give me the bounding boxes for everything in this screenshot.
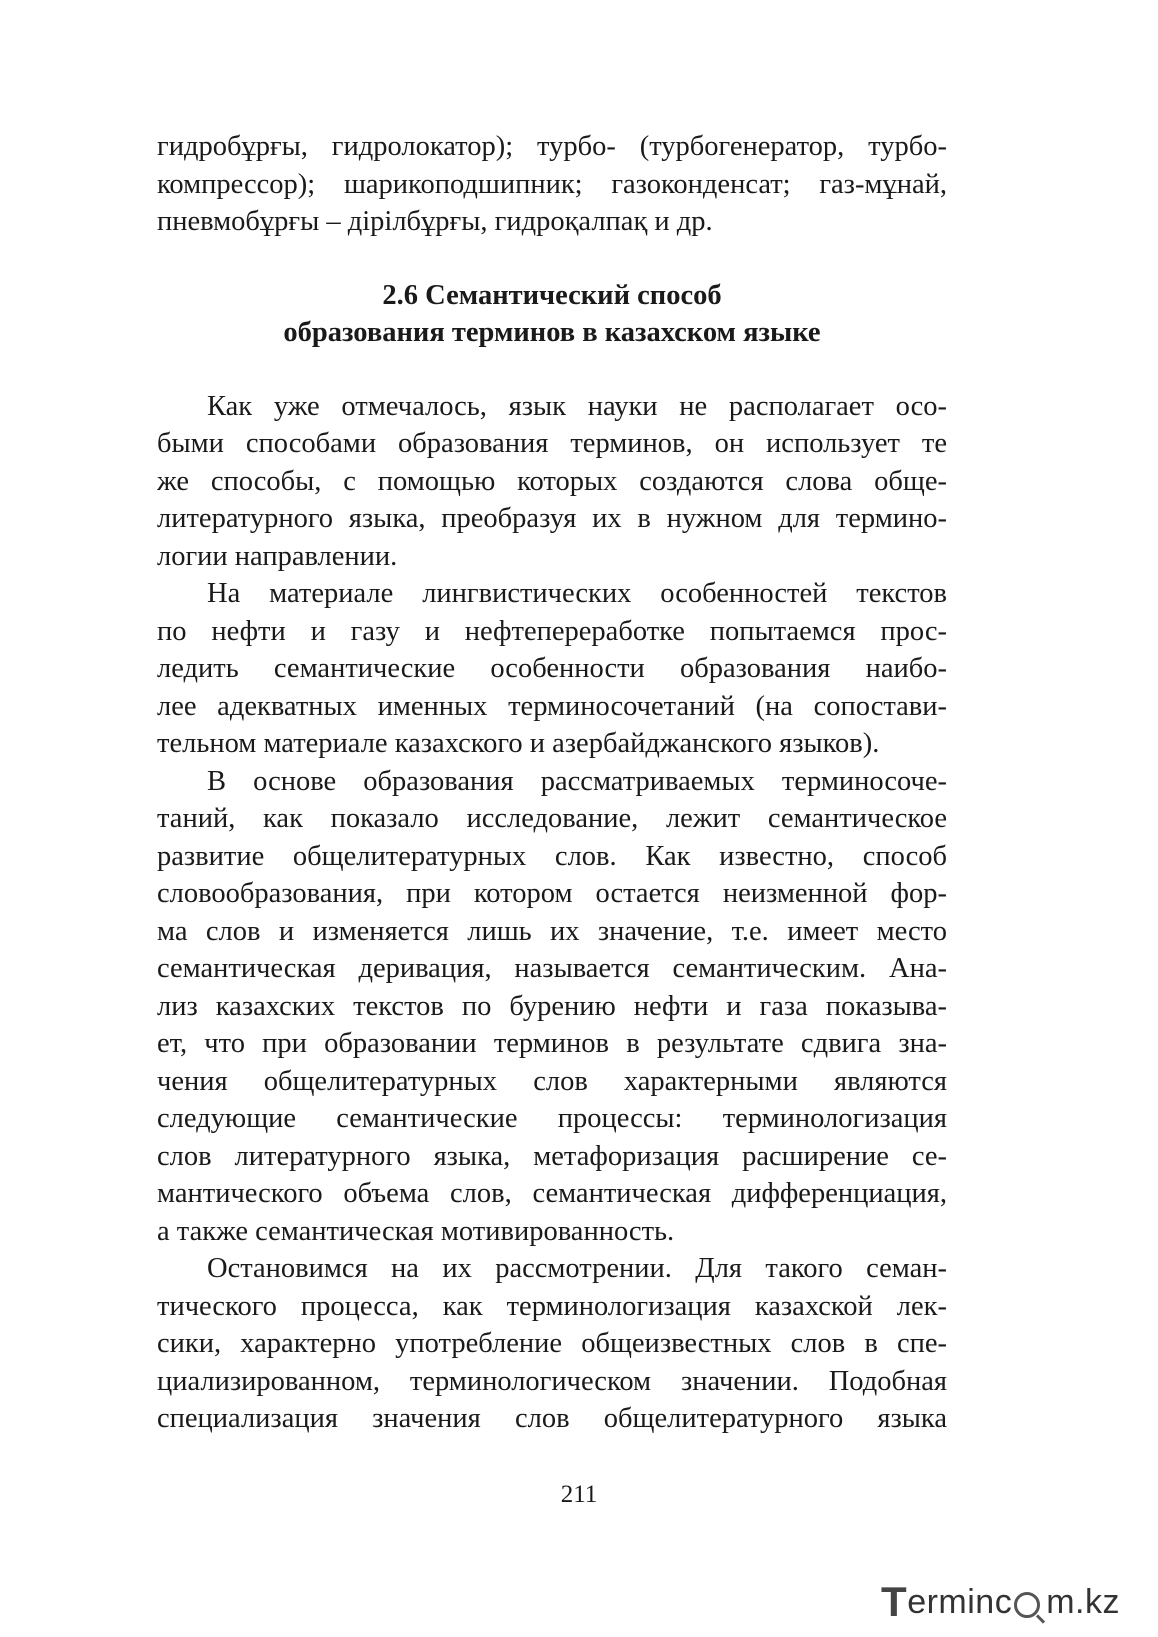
paragraph-1 [157, 388, 947, 576]
text-line: пневмобұрғы – дiрiлбұрғы, гидроқалпақ и др. [157, 206, 713, 237]
text-line: ет, что при образовании терминов в результате сдвига зна- [157, 1028, 947, 1059]
text-line: В основе образования рассматриваемых терминосоче- [207, 765, 947, 797]
text-line: тельном материале казахского и азербайджанского языков). [157, 728, 880, 759]
paragraph-4 [157, 1250, 947, 1438]
section-heading-line-2: образования терминов в казахском языке [283, 317, 821, 348]
site-watermark-logo [881, 1580, 1120, 1624]
page-number: 211 [560, 1481, 598, 1508]
text-line: Как уже отмечалось, язык науки не располагает осо- [207, 390, 947, 422]
text-line: таний, как показало исследование, лежит семантическое [157, 803, 947, 834]
text-line: Остановимся на их рассмотрении. Для такого семан- [207, 1253, 947, 1284]
section-heading [157, 277, 947, 352]
text-line: гидробұрғы, гидролокатор); турбо- (турбогенератор, турбо- [157, 131, 947, 162]
text-line: На материале лингвистических особенностей текстов [207, 578, 947, 609]
text-line: быми способами образования терминов, он использует те [157, 428, 947, 459]
text-line: лее адекватных именных терминосочетаний (на сопостави- [157, 690, 947, 722]
text-line: ледить семантические особенности образования наибо- [157, 653, 947, 684]
text-line: а также семантическая мотивированность. [157, 1215, 675, 1247]
magnifier-icon [1014, 1592, 1040, 1618]
paragraph-3 [157, 763, 947, 1251]
page-content [157, 128, 947, 1438]
text-line: развитие общелитературных слов. Как известно, способ [157, 840, 947, 872]
watermark-initial: T [881, 1578, 908, 1625]
watermark-text-start: erminc [907, 1582, 1013, 1621]
text-line: чения общелитературных слов характерными являются [157, 1065, 947, 1097]
text-line: семантическая деривация, называется семантическим. Ана- [157, 953, 947, 984]
text-line: тического процесса, как терминологизация казахской лек- [157, 1290, 947, 1322]
text-line: по нефти и газу и нефтепереработке попытаемся прос- [157, 615, 947, 647]
text-line: мантического объема слов, семантическая дифференциация, [157, 1178, 947, 1209]
section-heading-line-1: 2.6 Семантический способ [382, 279, 722, 311]
text-line: специализация значения слов общелитературного языка [157, 1403, 947, 1434]
text-line: циализированном, терминологическом значении. Подобная [157, 1365, 947, 1397]
watermark-text-end: m.kz [1046, 1582, 1120, 1621]
text-line: сики, характерно употребление общеизвестных слов в спе- [157, 1328, 947, 1359]
text-line: слов литературного языка, метафоризация расширение се- [157, 1140, 947, 1172]
text-line: лиз казахских текстов по бурению нефти и газа показыва- [157, 990, 947, 1022]
text-line: ма слов и изменяется лишь их значение, т.е. имеет место [157, 915, 947, 947]
text-line: же способы, с помощью которых создаются слова обще- [157, 465, 947, 497]
text-line: литературного языка, преобразуя их в нужном для термино- [157, 503, 947, 534]
paragraph-2 [157, 575, 947, 763]
text-line: следующие семантические процессы: терминологизация [157, 1103, 947, 1134]
text-line: логии направлении. [157, 540, 398, 572]
text-line: компрессор); шарикоподшипник; газоконденсат; газ-мұнай, [157, 168, 947, 200]
text-line: словообразования, при котором остается неизменной фор- [157, 878, 947, 909]
intro-block [157, 128, 947, 241]
